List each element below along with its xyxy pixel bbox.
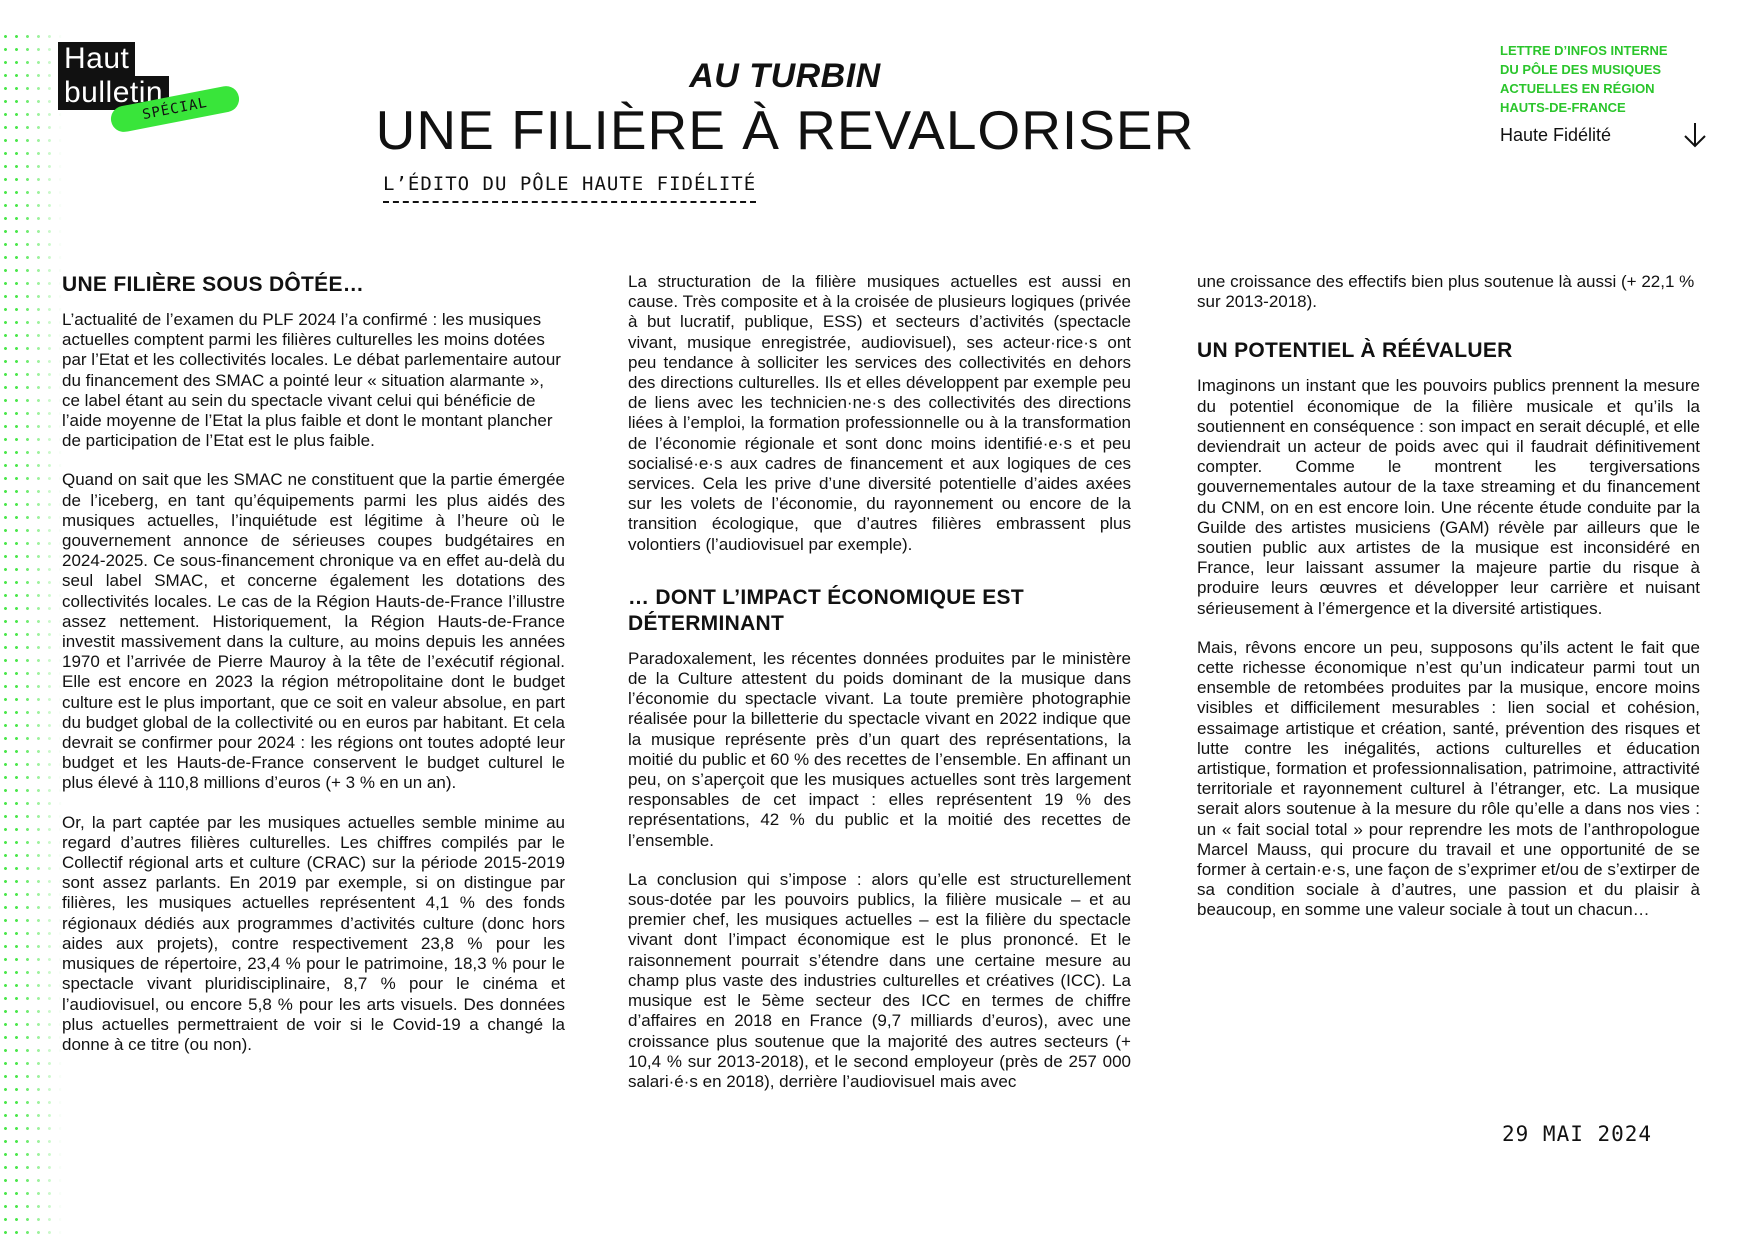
paragraph: L’actualité de l’examen du PLF 2024 l’a confirmé : les musiques actuelles comptent parmi les filières culturelles les moins dotées par l’Etat et les collectivités locales. Le débat parlementaire autour du financement des SMAC a pointé leur « situation alarmante », ce label étant au sein du spectacle vivant celui qui bénéficie de l’aide moyenne de l’Etat la plus faible et dont le montant plancher de participation de l’Etat est le plus faible.: [62, 310, 561, 451]
page-kicker: AU TURBIN: [689, 57, 881, 95]
article-column-2: [628, 272, 1131, 1111]
page-title: UNE FILIÈRE À REVALORISER: [375, 99, 1195, 161]
special-badge: SPÉCIAL: [109, 84, 242, 134]
paragraph: Quand on sait que les SMAC ne constituent que la partie émergée de l’iceberg, en tant qu’équipements parmi les plus aidés des musiques actuelles, l’inquiétude est légitime à l’heure où le gouvernement annonce de sérieuses coupes budgétaires en 2024-2025. Ce sous-financement chronique va en effet au-delà du seul label SMAC, et concerne également les dotations des collectivités locales. Le cas de la Région Hauts-de-France l’illustre assez nettement. Historiquement, la Région Hauts-de-France investit massivement dans la culture, au moins depuis les années 1970 et l’arrivée de Pierre Mauroy à la tête de l’exécutif régional. Elle est encore en 2023 la région métropolitaine dont le budget culture est le plus important, que ce soit en valeur absolue, en part du budget global de la collectivité ou en euros par habitant. Et cela devrait se confirmer pour 2024 : les régions ont toutes adopté leur budget et les Hauts-de-France conservent le budget culturel le plus élevé à 110,8 millions d’euros (+ 3 % en un an).: [62, 470, 565, 793]
paragraph: La structuration de la filière musiques actuelles est aussi en cause. Très composite et à la croisée de plusieurs logiques (privée à but lucratif, publique, ESS) et secteurs d’activités (spectacle vivant, musique enregistrée, audiovisuel), ses acteur·rice·s ont peu tendance à solliciter les services des collectivités en dehors des directions culturelles. Ils et elles développent par exemple peu de liens avec les technicien·ne·s des collectivités des directions liées à l’emploi, la formation professionnelle ou à la transformation de l’économie régionale et sont donc moins identifié·e·s et peu socialisé·e·s aux cadres de financement et aux logiques de ces services. Cela les prive d’une diversité potentielle d’aides axées sur les volets de l’économie, du rayonnement ou encore de la transition écologique, que d’autres filières embrassent plus volontiers (l’audiovisuel par exemple).: [628, 272, 1131, 554]
section-heading: UNE FILIÈRE SOUS DÔTÉE…: [62, 273, 365, 296]
green-dots-decoration: [0, 30, 62, 1240]
brand-name: Haute Fidélité: [1500, 125, 1612, 145]
publication-date: 29 MAI 2024: [1502, 1122, 1653, 1146]
paragraph: La conclusion qui s’impose : alors qu’elle est structurellement sous-dotée par les pouvoirs publics, la filière musicale – et au premier chef, les musiques actuelles – est la filière du spectacle vivant dont l’impact économique est le plus prononcé. Et le raisonnement pourrait s’étendre dans une certaine mesure au champ plus vaste des industries culturelles et créatives (ICC). La musique est le 5ème secteur des ICC en termes de chiffre d’affaires en 2018 en France (9,7 milliards d’euros), avec une croissance plus soutenue que la majorité des autres secteurs (+ 10,4 % sur 2013-2018), et le second employeur (près de 257 000 salari·é·s en 2018), derrière l’audiovisuel mais avec: [628, 869, 1131, 1091]
newsletter-info-line: ACTUELLES EN RÉGION: [1500, 81, 1655, 96]
paragraph: Imaginons un instant que les pouvoirs publics prennent la mesure du potentiel économique de la filière musicale et qu’ils la soutiennent en conséquence : son impact en serait décuplé, et elle deviendrait un acteur de poids avec qui il faudrait définitivement compter. Comme le montrent les tergiversations gouvernementales autour de la taxe streaming et du financement du CNM, on en est encore loin. Une récente étude conduite par la Guilde des artistes musiciens (GAM) révèle par ailleurs que le soutien public aux artistes de la musique est inconsidéré en France, leur laissant assumer la majeure partie du risque à produire leurs œuvres et développer leur carrière et nuisant sérieusement à l’émergence et la diversité artistiques.: [1197, 376, 1700, 618]
paragraph: Mais, rêvons encore un peu, supposons qu’ils actent le fait que cette richesse économique n’est qu’un indicateur parmi tout un ensemble de retombées produites par la musique, encore moins visibles et difficilement mesurables : lien social et cohésion, essaimage artistique et création, santé, prévention des risques et lutte contre les inégalités, actions culturelles et éducation artistique, formation et professionnalisation, patrimoine, attractivité territoriale et rayonnement culturel à l’étranger, etc. La musique serait alors soutenue à la mesure du rôle qu’elle a dans nos vies : un « fait social total » pour reprendre les mots de l’anthropologue Marcel Mauss, qui procure du travail et une opportunité de se former à certain·e·s, une façon de s’exprimer et/ou de s’extirper de sa condition sociale à d’autres, une passion et du plaisir à beaucoup, en somme une valeur sociale à tout un chacun…: [1197, 637, 1700, 920]
paragraph: Or, la part captée par les musiques actuelles semble minime au regard d’autres filières culturelles. Les chiffres compilés par le Collectif régional arts et culture (CRAC) sur la période 2015-2019 sont assez parlants. En 2019 par exemple, si on distingue par filières, les musiques actuelles représentent 4,1 % des fonds régionaux dédiés aux programmes d’activités culture (donc hors aides aux projets), contre respectivement 23,8 % pour les musiques de répertoire, 23,4 % pour le patrimoine, 18,3 % pour le spectacle vivant pluridisciplinaire, 8,7 % pour le cinéma et l’audiovisuel, ou encore 5,8 % pour les arts visuels. Des données plus actuelles permettraient de voir si le Covid-19 a changé la donne à ce titre (ou non).: [62, 812, 565, 1054]
section-heading: UN POTENTIEL À RÉÉVALUER: [1197, 339, 1513, 363]
paragraph: une croissance des effectifs bien plus soutenue là aussi (+ 22,1 % sur 2013-2018).: [1197, 272, 1695, 312]
article-column-1: [62, 272, 565, 1074]
logo-line-1: Haut: [58, 42, 135, 76]
paragraph: Paradoxalement, les récentes données produites par le ministère de la Culture attestent du poids dominant de la musique dans l’économie du spectacle vivant. La toute première photographie réalisée pour la billetterie du spectacle vivant en 2022 indique que la musique représente près d’un quart des représentations, la moitié du public et 60 % des recettes de l’ensemble. En affinant un peu, on s’aperçoit que les musiques actuelles sont très largement responsables de cet impact : elles représentent 19 % des représentations, 42 % du public et la moitié des recettes de l’ensemble.: [628, 648, 1131, 850]
newsletter-info-line: LETTRE D’INFOS INTERNE: [1500, 43, 1668, 58]
newsletter-info-line: HAUTS-DE-FRANCE: [1500, 100, 1626, 115]
arrow-down-icon[interactable]: [1680, 120, 1710, 150]
edito-label: L’ÉDITO DU PÔLE HAUTE FIDÉLITÉ: [383, 173, 756, 203]
logo-line-2: bulletin: [58, 76, 169, 110]
newsletter-info-line: DU PÔLE DES MUSIQUES: [1500, 62, 1662, 77]
article-column-3: [1197, 272, 1700, 940]
section-heading: … DONT L’IMPACT ÉCONOMIQUE EST DÉTERMINANT: [628, 585, 1024, 635]
